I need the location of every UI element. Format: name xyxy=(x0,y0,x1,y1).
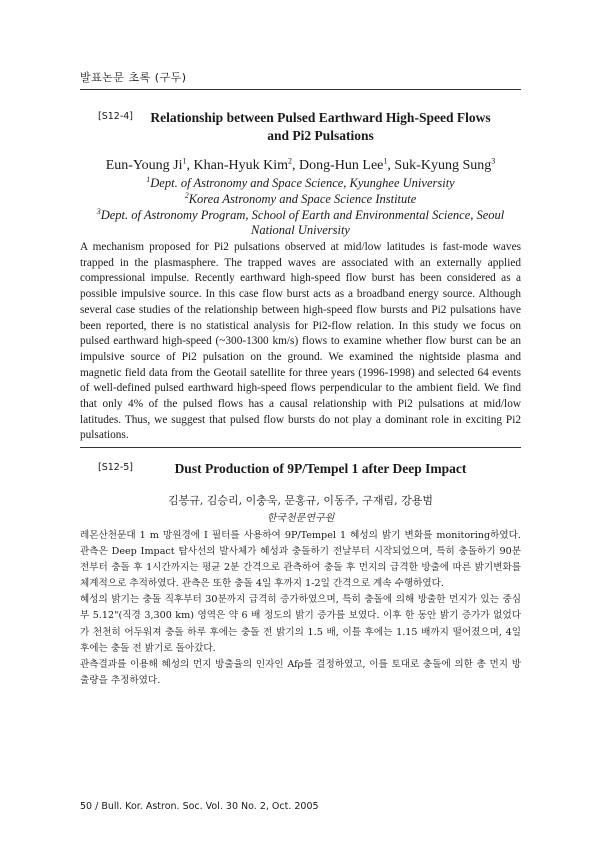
paper2-paragraph: 혜성의 밝기는 충돌 직후부터 30분까지 급격히 증가하였으며, 특히 충돌에 의해 방출한 먼지가 있는 중심부 5.12"(직경 3,300 km) 영역은 약 6 배 정도의 밝기 증가를 보였다. 이후 한 동안 밝기 증가가 없었다가 천천히 어두워져 충돌 하루 후에는 충돌 전 밝기의 1.5 배, 이틀 후에는 1.15 배까지 떨어졌으며, 4일 후에는 충돌 전 밝기로 돌아갔다. xyxy=(80,594,521,654)
affil-sup: 1 xyxy=(146,174,151,184)
paper2-code: [S12-5] xyxy=(98,462,134,473)
author-name: Suk-Kyung Sung xyxy=(394,158,492,173)
paper1-title-line2: and Pi2 Pulsations xyxy=(267,128,374,143)
affil-sup: 2 xyxy=(184,190,189,200)
paper1-title-line1: Relationship between Pulsed Earthward High-Speed Flows xyxy=(150,110,491,125)
paper2-paragraph: 레몬산천문대 1 m 망원경에 I 필터를 사용하여 9P/Tempel 1 혜성의 밝기 변화를 monitoring하였다. 관측은 Deep Impact 탐사선의 발사체가 혜성과 충돌하기 전날부터 시작되었으며, 특히 충돌하기 90분 전부터 충돌 후 1시간까지는 평균 2분 간격으로 관측하여 충돌 후 먼지의 급격한 방출에 따른 밝기변화를 체계적으로 추적하였다. 관측은 또한 충돌 4일 후까지 1-2일 간격으로 계속 수행하였다. xyxy=(80,530,521,590)
paper1-abstract: A mechanism proposed for Pi2 pulsations observed at mid/low latitudes is fast-mode waves trapped in the plasmasphere. The trapped waves are associated with an externally applied compressional impulse. Recently earthward high-speed flow burst has been considered as a possible impulsive source. In this case flow burst acts as a broadband energy source. Although several case studies of the relationship between high-speed flow bursts and Pi2 pulsations have been reported, there is no statistical analysis for Pi2-flow relation. In this study we focus on pulsed earthward high-speed (~300-1300 km/s) flows to examine whether flow burst can be an impulsive source of Pi2 pulsation on the ground. We examined the nightside plasma and magnetic field data from the Geotail satellite for three years (1996-1998) and selected 64 events of well-defined pulsed earthward high-speed flows perpendicular to the ambient field. We find that only 4% of the pulsed flows has a causal relationship with Pi2 pulsations at mid/low latitudes. Thus, we suggest that pulsed flow bursts do not play a dominant role in exciting Pi2 pulsations. xyxy=(80,241,521,442)
paper1-code: [S12-4] xyxy=(98,111,134,122)
affil-text: Korea Astronomy and Space Science Institute xyxy=(188,192,417,206)
page-footer: 50 / Bull. Kor. Astron. Soc. Vol. 30 No. 2, Oct. 2005 xyxy=(80,801,319,812)
running-head: 발표논문 초록 (구두) xyxy=(80,71,187,84)
affil-text: Dept. of Astronomy Program, School of Earth and Environmental Science, Seoul xyxy=(100,208,505,222)
paper1-title-block xyxy=(80,109,521,145)
paper2-paragraph: 관측결과를 이용해 혜성의 먼지 방출율의 인자인 Afρ를 결정하였고, 이를 토대로 충돌에 의한 총 먼지 방출량을 추정하였다. xyxy=(80,658,521,686)
affil-sup: 3 xyxy=(96,206,101,216)
author-name: Dong-Hun Lee xyxy=(299,158,384,173)
paper1-affiliation-3 xyxy=(80,207,521,223)
affil-text: Dept. of Astronomy and Space Science, Kyunghee University xyxy=(150,176,455,190)
paper2-authors: 김봉규, 김승리, 이충욱, 문홍규, 이동주, 구재림, 강용범 xyxy=(167,494,434,507)
author-sup: 1 xyxy=(383,156,388,166)
paper1-affiliation-3-cont: National University xyxy=(251,223,350,237)
header-rule xyxy=(80,89,521,90)
author-name: Eun-Young Ji xyxy=(105,158,183,173)
author-sup: 1 xyxy=(182,156,187,166)
paper1-affiliation-1 xyxy=(80,175,521,191)
paper2-abstract xyxy=(80,528,521,689)
paper2-title: Dust Production of 9P/Tempel 1 after Deep Impact xyxy=(174,461,467,476)
author-name: Khan-Hyuk Kim xyxy=(193,158,289,173)
paper1-affiliation-2 xyxy=(80,191,521,207)
author-sup: 3 xyxy=(491,156,496,166)
section-rule xyxy=(80,447,521,448)
paper2-title-block xyxy=(80,460,521,478)
paper2-affiliation: 한국천문연구원 xyxy=(266,513,335,524)
paper1-authors: Eun-Young Ji$^1$, Khan-Hyuk Kim$^2$, Dong-Hun Lee$^1$, Suk-Kyung Sung$^3$ xyxy=(105,156,496,173)
author-sup: 2 xyxy=(288,156,293,166)
